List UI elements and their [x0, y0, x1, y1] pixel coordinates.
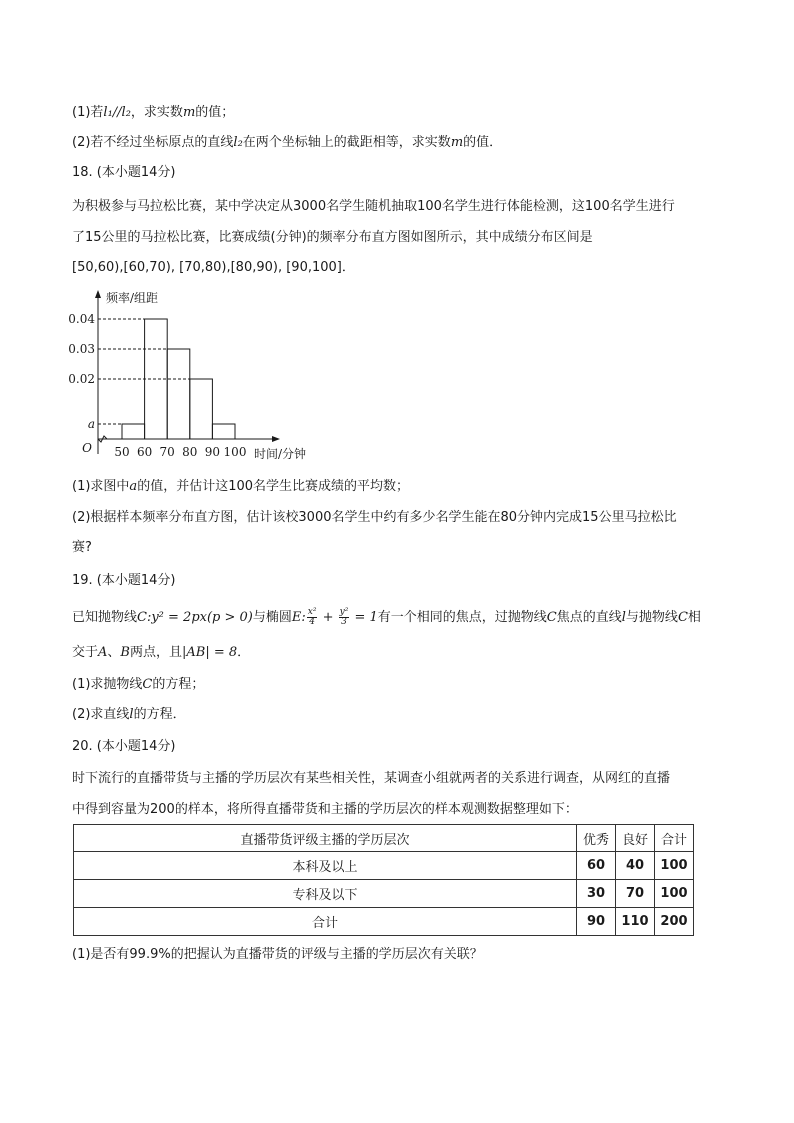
- text: 的方程；: [152, 677, 205, 692]
- math-var: E:: [291, 610, 306, 625]
- q20-header: 20. (本小题14分): [72, 739, 176, 754]
- math-var: a: [129, 479, 138, 494]
- q18-q2-line1: (2)根据样本频率分布直方图，估计该校3000名学生中约有多少名学生能在80分钟内完成15公里马拉松比: [72, 510, 677, 525]
- fraction-numerator: x²: [307, 607, 317, 617]
- math-chord-length: |AB| = 8: [182, 645, 238, 660]
- text: (1)求图中: [72, 479, 130, 494]
- text: 的值；: [195, 105, 235, 120]
- math-var: C: [677, 610, 688, 625]
- text: 两点，且: [129, 645, 182, 660]
- math-var: l₂: [233, 135, 243, 150]
- table-header-cell: 良好: [616, 825, 655, 852]
- table-cell: 100: [655, 880, 694, 908]
- math-var: C: [142, 677, 153, 692]
- q19-stem-line1: [72, 608, 701, 627]
- text: 在两个坐标轴上的截距相等，求实数: [242, 135, 451, 150]
- table-header-row: [74, 825, 694, 852]
- text: 焦点的直线: [556, 610, 622, 625]
- math-var: m: [182, 105, 196, 120]
- table-row: [74, 852, 694, 880]
- contingency-table: [73, 824, 694, 936]
- math-parabola: C:y² = 2px(p > 0): [137, 610, 253, 625]
- y-axis-title: 频率/组距: [106, 291, 159, 305]
- x-tick-label: 60: [136, 445, 153, 459]
- math-op: +: [318, 610, 338, 625]
- text: (1)求抛物线: [72, 677, 143, 692]
- fraction-denominator: 4: [309, 617, 315, 627]
- q18-stem-line1: 为积极参与马拉松比赛，某中学决定从3000名学生随机抽取100名学生进行体能检测，这100名学生进行: [72, 199, 675, 214]
- histogram-bar: [122, 424, 145, 439]
- math-var: m: [450, 135, 464, 150]
- text: 的值．: [463, 135, 503, 150]
- math-eq: = 1: [350, 610, 378, 625]
- table-cell: 40: [616, 852, 655, 880]
- q20-q1: (1)是否有99.9%的把握认为直播带货的评级与主播的学历层次有关联？: [72, 947, 483, 962]
- table-cell: 200: [655, 908, 694, 936]
- text: 的值，并估计这100名学生比赛成绩的平均数；: [137, 479, 410, 494]
- histogram-bar: [190, 379, 213, 439]
- histogram-bar: [212, 424, 235, 439]
- table-row-label: 专科及以下: [74, 880, 577, 908]
- q20-stem-line2: 中得到容量为200的样本，将所得直播带货和主播的学历层次的样本观测数据整理如下：: [72, 802, 578, 817]
- table-cell: 110: [616, 908, 655, 936]
- x-tick-label: 90: [204, 445, 221, 459]
- table-header-cell: 合计: [655, 825, 694, 852]
- text: ．: [237, 645, 251, 660]
- text: 与椭圆: [252, 610, 292, 625]
- histogram-bar: [167, 349, 190, 439]
- y-tick-label: 0.02: [68, 372, 95, 386]
- origin-label: O: [82, 441, 92, 455]
- math-var: C: [546, 610, 557, 625]
- fraction-denominator: 3: [341, 617, 347, 627]
- math-var: A: [98, 645, 108, 660]
- table-header-cell: 优秀: [577, 825, 616, 852]
- q17-part2: [72, 134, 502, 152]
- text: 与抛物线: [625, 610, 678, 625]
- table-header-cell: 直播带货评级主播的学历层次: [74, 825, 577, 852]
- q18-stem-line2: 了15公里的马拉松比赛，比赛成绩(分钟)的频率分布直方图如图所示，其中成绩分布区间是: [72, 230, 593, 245]
- table-row-label: 合计: [74, 908, 577, 936]
- table-row-label: 本科及以上: [74, 852, 577, 880]
- text: 已知抛物线: [72, 610, 138, 625]
- table-cell: 70: [616, 880, 655, 908]
- math-l1-parallel-l2: l₁//l₂: [103, 105, 131, 120]
- text: 的方程．: [133, 707, 186, 722]
- q18-stem-line3: [50,60),[60,70), [70,80),[80,90), [90,100]．: [72, 260, 355, 275]
- frequency-histogram: [68, 286, 324, 466]
- fraction-x2-over-4: [307, 608, 318, 627]
- y-axis-arrow: [95, 290, 101, 298]
- text: 交于: [72, 645, 99, 660]
- x-tick-label: 50: [114, 445, 130, 459]
- text: 有一个相同的焦点，过抛物线: [377, 610, 547, 625]
- math-var: l: [129, 707, 134, 722]
- q19-q1: [72, 676, 204, 694]
- q19-q2: [72, 706, 186, 724]
- q19-header: 19. (本小题14分): [72, 573, 176, 588]
- text: 相: [687, 610, 701, 625]
- text: 、: [107, 645, 121, 660]
- text: (2)若不经过坐标原点的直线: [72, 135, 234, 150]
- text: (2)求直线: [72, 707, 130, 722]
- y-tick-label: 0.03: [68, 342, 95, 356]
- x-tick-label: 80: [182, 445, 198, 459]
- q18-q2-line2: 赛?: [72, 540, 92, 555]
- table-cell: 60: [577, 852, 616, 880]
- table-cell: 30: [577, 880, 616, 908]
- x-tick-label: 100: [223, 445, 247, 459]
- q18-q1: [72, 478, 409, 496]
- fraction-y2-over-3: [339, 608, 350, 627]
- text: ，求实数: [130, 105, 183, 120]
- y-tick-label: a: [87, 417, 95, 431]
- fraction-numerator: y²: [339, 607, 349, 617]
- x-tick-label: 70: [159, 445, 175, 459]
- q20-stem-line1: 时下流行的直播带货与主播的学历层次有某些相关性，某调查小组就两者的关系进行调查，从网红的直播: [72, 771, 671, 786]
- x-axis-arrow: [272, 436, 280, 442]
- table-row: [74, 908, 694, 936]
- table-cell: 100: [655, 852, 694, 880]
- q19-stem-line2: [72, 644, 250, 662]
- y-tick-label: 0.04: [68, 312, 95, 326]
- table-row: [74, 880, 694, 908]
- math-var: l: [621, 610, 626, 625]
- text: (1)若: [72, 105, 104, 120]
- q17-part1: [72, 104, 234, 122]
- q18-header: 18. (本小题14分): [72, 165, 176, 180]
- x-axis-title: 时间/分钟: [254, 447, 307, 461]
- table-cell: 90: [577, 908, 616, 936]
- math-var: B: [120, 645, 130, 660]
